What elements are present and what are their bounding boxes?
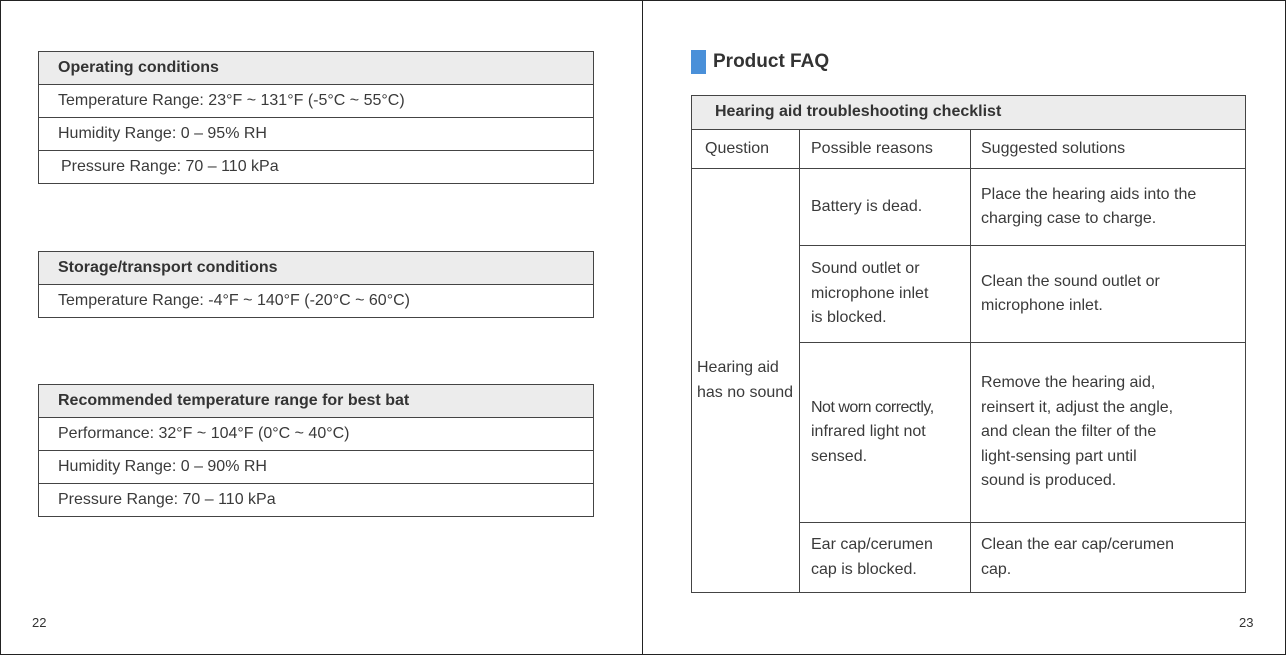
operating-temperature-range: Temperature Range: 23°F ~ 131°F (-5°C ~ 55°C) <box>39 85 594 118</box>
section-title-text: Product FAQ <box>713 51 830 72</box>
recommended-humidity-range: Humidity Range: 0 – 90% RH <box>39 451 594 484</box>
troubleshooting-heading: Hearing aid troubleshooting checklist <box>692 96 1246 130</box>
question-cell <box>692 169 800 593</box>
operating-conditions-table <box>38 51 594 184</box>
solution-line: microphone inlet. <box>981 297 1103 314</box>
column-header-reasons: Possible reasons <box>800 130 971 169</box>
reason-line: Ear cap/cerumen <box>811 536 933 553</box>
reason-line: cap is blocked. <box>811 560 917 578</box>
storage-conditions-table <box>38 251 594 318</box>
page-number-left: 22 <box>32 615 47 630</box>
reason-line: is blocked. <box>811 309 887 327</box>
reason-cell <box>800 523 971 593</box>
section-title <box>691 50 829 74</box>
reason-cell <box>800 343 971 523</box>
solution-line: charging case to charge. <box>981 210 1157 227</box>
question-line: Hearing aid <box>697 359 779 376</box>
solution-cell <box>971 523 1246 593</box>
reason-cell <box>800 169 971 246</box>
reason-cell <box>800 246 971 343</box>
page-23 <box>642 0 1286 655</box>
page-number-right: 23 <box>1239 615 1254 630</box>
storage-temperature-range: Temperature Range: -4°F ~ 140°F (-20°C ~ 60°C) <box>39 285 594 318</box>
recommended-range-table <box>38 384 594 517</box>
solution-cell <box>971 246 1246 343</box>
reason-line: Not worn correctly, <box>811 398 934 416</box>
solution-line: cap. <box>981 560 1012 578</box>
solution-cell <box>971 169 1246 246</box>
operating-conditions-heading: Operating conditions <box>39 52 594 85</box>
column-header-solutions: Suggested solutions <box>971 130 1246 169</box>
question-line: has no sound <box>697 383 794 401</box>
solution-line: Clean the sound outlet or <box>981 272 1160 290</box>
reason-line: Battery is dead. <box>811 197 923 215</box>
solution-line: Clean the ear cap/cerumen <box>981 536 1174 553</box>
page-22 <box>0 0 643 655</box>
solution-line: and clean the filter of the <box>981 423 1157 441</box>
solution-line: Place the hearing aids into the <box>981 185 1197 203</box>
recommended-performance: Performance: 32°F ~ 104°F (0°C ~ 40°C) <box>39 418 594 451</box>
reason-line: microphone inlet <box>811 284 929 302</box>
recommended-pressure-range: Pressure Range: 70 – 110 kPa <box>39 484 594 517</box>
storage-conditions-heading: Storage/transport conditions <box>39 252 594 285</box>
operating-pressure-range: Pressure Range: 70 – 110 kPa <box>39 151 594 184</box>
solution-line: sound is produced. <box>981 472 1117 490</box>
reason-line: Sound outlet or <box>811 260 920 278</box>
reason-line: infrared light not <box>811 423 926 441</box>
solution-line: reinsert it, adjust the angle, <box>981 398 1174 416</box>
operating-humidity-range: Humidity Range: 0 – 95% RH <box>39 118 594 151</box>
reason-line: sensed. <box>811 447 868 465</box>
solution-line: Remove the hearing aid, <box>981 374 1156 392</box>
column-header-question: Question <box>692 130 800 169</box>
troubleshooting-table <box>691 95 1246 593</box>
section-accent-bar <box>691 50 706 74</box>
recommended-range-heading: Recommended temperature range for best bat <box>39 385 594 418</box>
solution-line: light-sensing part until <box>981 447 1137 465</box>
solution-cell <box>971 343 1246 523</box>
